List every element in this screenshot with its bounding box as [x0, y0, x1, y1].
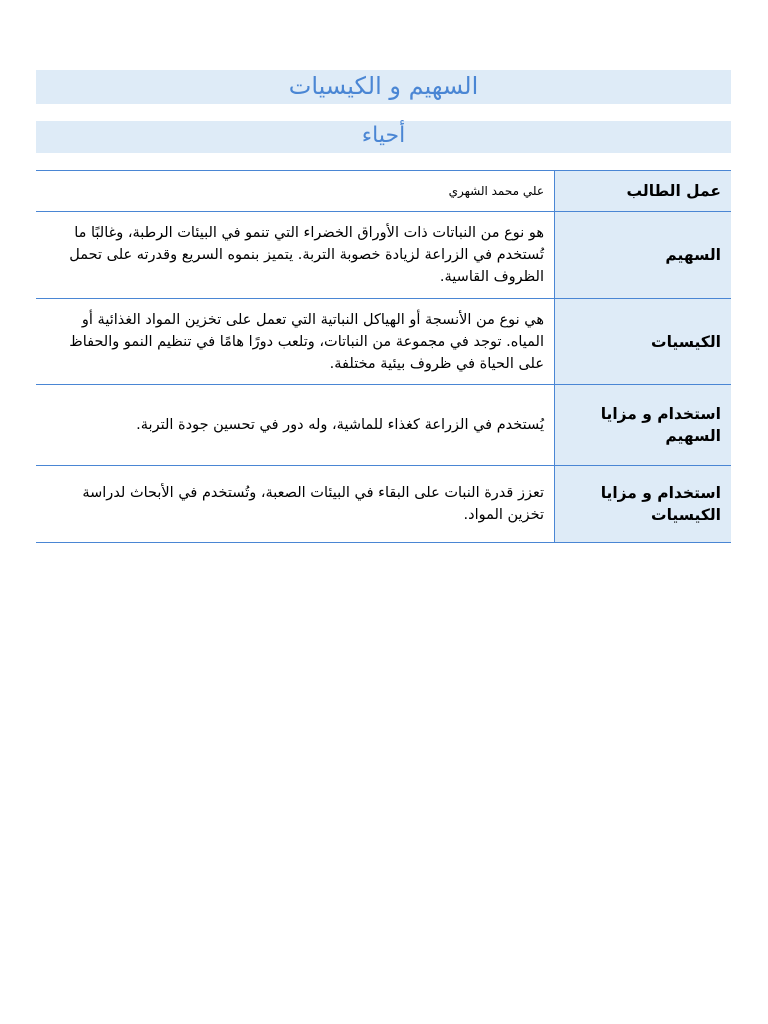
row-value-student-name: علي محمد الشهري — [36, 171, 555, 212]
row-value-kisiyat: هي نوع من الأنسجة أو الهياكل النباتية التي تعمل على تخزين المواد الغذائية أو المياه. توجد في مجموعة من النباتات، وتلعب دورًا هامًا في تنظيم النمو والحفاظ على الحياة في ظروف بيئية مختلفة. — [36, 299, 555, 385]
row-value-sahim-uses: يُستخدم في الزراعة كغذاء للماشية، وله دور في تحسين جودة التربة. — [36, 385, 555, 466]
table-row-kisiyat-uses — [36, 466, 731, 543]
row-label-kisiyat-uses: استخدام و مزايا الكيسيات — [555, 466, 732, 543]
row-value-kisiyat-uses: تعزز قدرة النبات على البقاء في البيئات الصعبة، وتُستخدم في الأبحاث لدراسة تخزين المواد. — [36, 466, 555, 543]
row-label-sahim-uses: استخدام و مزايا السهيم — [555, 385, 732, 466]
table-row-student — [36, 171, 731, 212]
info-table — [36, 170, 731, 543]
subject-heading: أحياء — [36, 121, 731, 153]
document-title: السهيم و الكيسيات — [36, 70, 731, 104]
row-value-sahim: هو نوع من النباتات ذات الأوراق الخضراء التي تنمو في البيئات الرطبة، وغالبًا ما تُستخدم في الزراعة لزيادة خصوبة التربة. يتميز بنموه السريع وقدرته على تحمل الظروف القاسية. — [36, 212, 555, 299]
table-row-kisiyat — [36, 299, 731, 385]
row-label-sahim: السهيم — [555, 212, 732, 299]
row-label-kisiyat: الكيسيات — [555, 299, 732, 385]
table-row-sahim — [36, 212, 731, 299]
table-row-sahim-uses — [36, 385, 731, 466]
row-label-student-work: عمل الطالب — [555, 171, 732, 212]
